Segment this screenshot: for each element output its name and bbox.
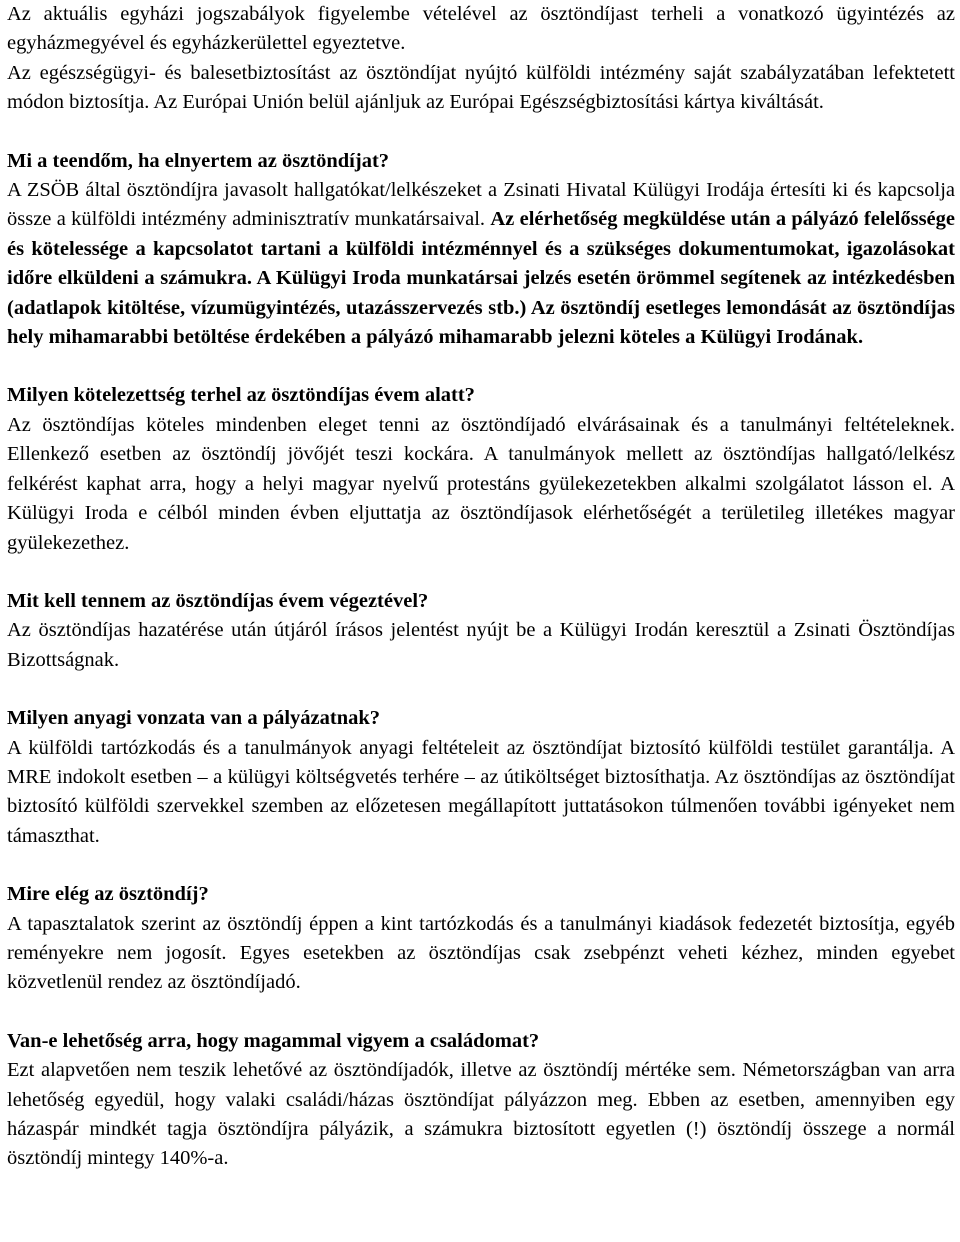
section-heading-after-year: Mit kell tennem az ösztöndíjas évem végeztével? (7, 589, 429, 612)
section-heading-financial: Milyen anyagi vonzata van a pályázatnak? (7, 707, 381, 730)
section-body-after-award-bold: Az elérhetőség megküldése után a pályázó felelőssége és kötelessége a kapcsolatot tartani a külföldi intézménnyel és a szükséges dokumentumokat, igazolásokat időre elküldeni a számukra. A Külügyi Iroda munkatársai jelzés esetén örömmel segítenek az intézkedésben (adatlapok kitöltése, vízumügyintézés, utazásszervezés stb.) Az ösztöndíj esetleges lemondását az ösztöndíjas hely mihamarabbi betöltése érdekében a pályázó mihamarabb jelezni köteles a Külügyi Irodának. (7, 208, 955, 349)
section-heading-after-award: Mi a teendőm, ha elnyertem az ösztöndíjat? (7, 149, 390, 172)
intro-sentence-administration: Az aktuális egyházi jogszabályok figyelembe vételével az ösztöndíjast terheli a vonatkozó ügyintézés az egyházmegyével és egyházkerülettel egyeztetve. (7, 3, 955, 55)
section-heading-obligations: Milyen kötelezettség terhel az ösztöndíjas évem alatt? (7, 384, 475, 407)
section-body-after-award (7, 176, 955, 352)
intro-paragraph (7, 0, 955, 118)
section-heading-sufficiency: Mire elég az ösztöndíj? (7, 883, 209, 906)
section-body-after-award-normal: A ZSÖB által ösztöndíjra javasolt hallgatókat/lelkészeket a Zsinati Hivatal Külügyi Irodája értesíti ki és kapcsolja össze a külföldi intézmény adminisztratív munkatársaival. (7, 179, 955, 231)
section-body-obligations: Az ösztöndíjas köteles mindenben eleget tenni az ösztöndíjadó elvárásainak és a tanulmányi feltételeknek. Ellenkező esetben az ösztöndíj jövőjét teszi kockára. A tanulmányok mellett az ösztöndíjas hallgató/lelkész felkérést kaphat arra, hogy a helyi magyar nyelvű protestáns gyülekezetekben alkalmi szolgálatot lásson el. A Külügyi Iroda e célból minden évben eljuttatja az ösztöndíjasok elérhetőségét a területileg illetékes magyar gyülekezethez. (7, 413, 955, 554)
section-body-after-year: Az ösztöndíjas hazatérése után útjáról írásos jelentést nyújt be a Külügyi Irodán keresztül a Zsinati Ösztöndíjas Bizottságnak. (7, 619, 955, 671)
section-body-financial: A külföldi tartózkodás és a tanulmányok anyagi feltételeit az ösztöndíjat biztosító külföldi testület garantálja. A MRE indokolt esetben – a külügyi költségvetés terhére – az útiköltséget biztosíthatja. Az ösztöndíjas az ösztöndíjat biztosító külföldi szervekkel szemben az előzetesen megállapított juttatásokon túlmenően további igényeket nem támaszthat. (7, 736, 955, 847)
section-heading-family: Van-e lehetőség arra, hogy magammal vigyem a családomat? (7, 1029, 540, 1052)
section-body-family: Ezt alapvetően nem teszik lehetővé az ösztöndíjadók, illetve az ösztöndíj mértéke sem. Németországban van arra lehetőség egyedül, hogy valaki családi/házas ösztöndíjat pályázzon meg. Ebben az esetben, amennyiben egy házaspár mindkét tagja ösztöndíjra pályázik, a számukra biztosított egyetlen (!) ösztöndíj összege a normál ösztöndíj mintegy 140%-a. (7, 1059, 955, 1170)
section-body-sufficiency: A tapasztalatok szerint az ösztöndíj éppen a kint tartózkodás és a tanulmányi kiadások fedezetét biztosítja, egyéb reményekre nem jogosít. Egyes esetekben az ösztöndíjas csak zsebpénzt veheti kézhez, minden egyebet közvetlenül rendez az ösztöndíjadó. (7, 912, 955, 994)
intro-sentence-insurance: Az egészségügyi- és balesetbiztosítást az ösztöndíjat nyújtó külföldi intézmény saját szabályzatában lefektetett módon biztosítja. Az Európai Unión belül ajánljuk az Európai Egészségbiztosítási kártya kiváltását. (7, 61, 955, 114)
